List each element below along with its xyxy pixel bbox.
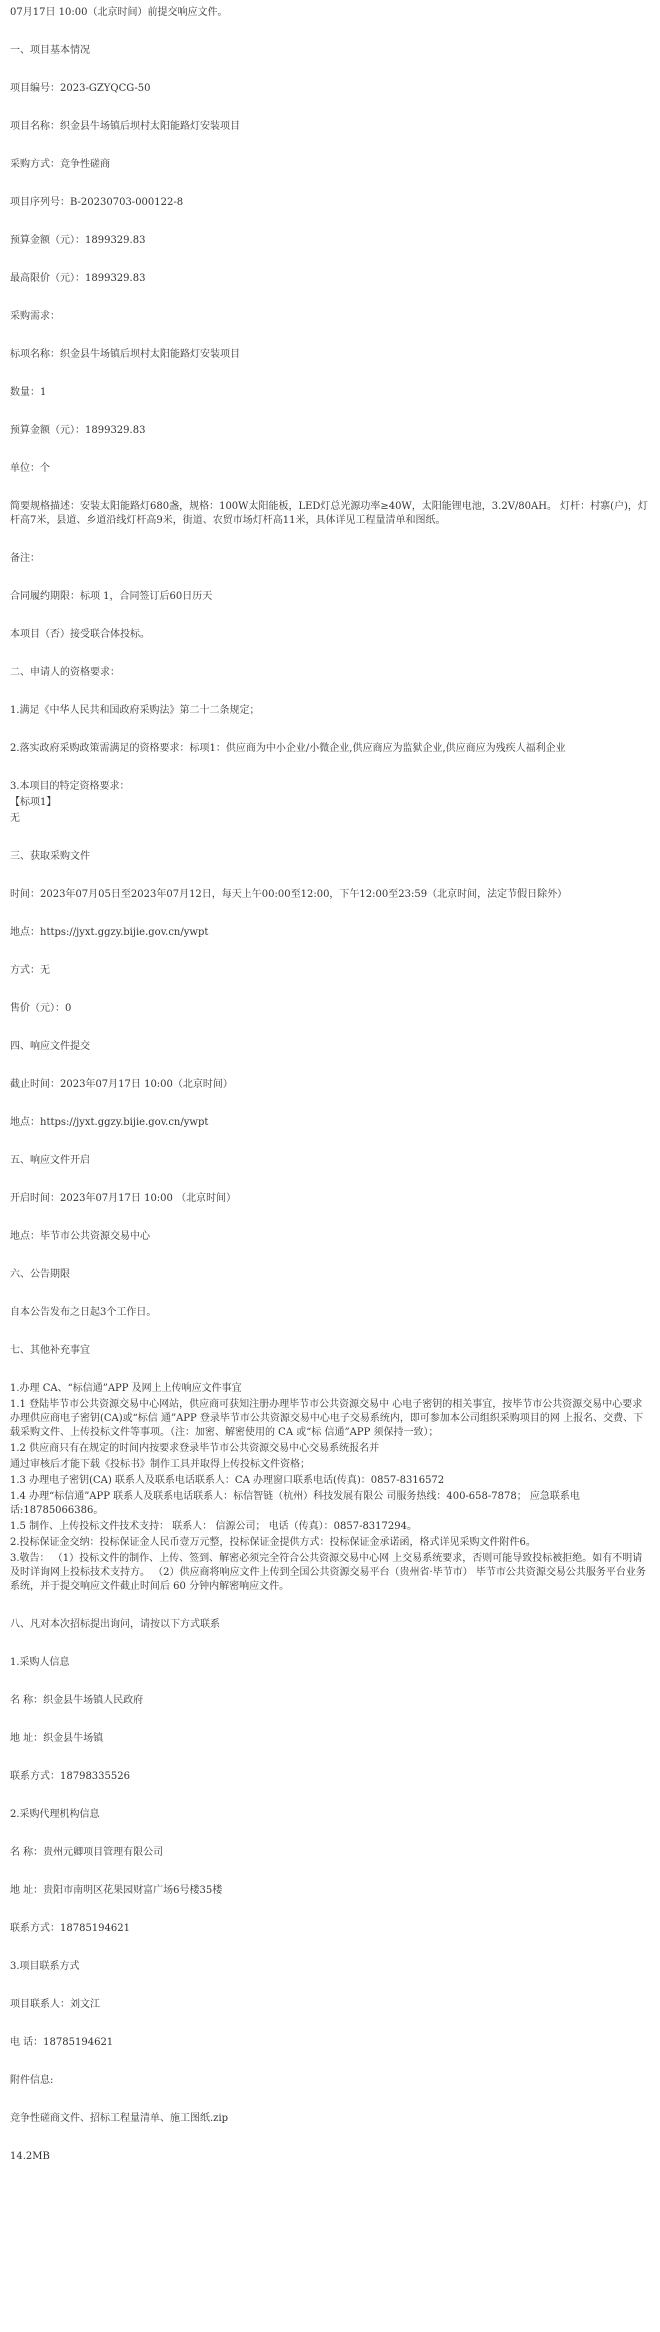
section-heading-qualifications: 二、申请人的资格要求： [10, 667, 120, 678]
section-heading-supplementary: 七、其他补充事宜 [10, 1345, 90, 1356]
attachment-label: 附件信息: [10, 2075, 54, 2086]
document-price: 售价（元）：0 [10, 1003, 72, 1014]
budget-amount: 预算金额（元）：1899329.83 [10, 235, 146, 246]
section-heading-obtain-documents: 三、获取采购文件 [10, 851, 90, 862]
purchaser-address: 地 址：织金县牛场镇 [10, 1733, 104, 1744]
contract-period: 合同履约期限：标项 1，合同签订后60日历天 [10, 591, 213, 602]
lot-name: 标项名称：织金县牛场镇后坝村太阳能路灯安装项目 [10, 349, 240, 360]
agency-address: 地 址：贵阳市南明区花果园财富广场6号楼35楼 [10, 1885, 223, 1896]
brief-specification: 简要规格描述：安装太阳能路灯680盏，规格：100W太阳能板，LED灯总光源功率≥40W，太阳能锂电池，3.2V/80AH。 灯杆：村寨(户)，灯杆高7米，县道、乡道沿线灯杆高9米，街道、农贸市场灯杆高11米，具体详见工程量清单和图纸。 [10, 501, 648, 526]
supplement-1-2a: 1.2 供应商只有在规定的时间内按要求登录毕节市公共资源交易中心交易系统报名并 [10, 1443, 380, 1454]
obtain-place: 地点：https://jyxt.ggzy.bijie.gov.cn/ywpt [10, 927, 209, 938]
submission-place: 地点：https://jyxt.ggzy.bijie.gov.cn/ywpt [10, 1117, 209, 1128]
agency-name: 名 称：贵州元卿项目管理有限公司 [10, 1847, 164, 1858]
supplement-1: 1.办理 CA、“标信通”APP 及网上上传响应文件事宜 [10, 1383, 242, 1394]
supplement-1-3: 1.3 办理电子密钥(CA) 联系人及联系电话联系人：CA 办理窗口联系电话(传真)：0857-8316572 [10, 1475, 445, 1486]
project-name: 项目名称：织金县牛场镇后坝村太阳能路灯安装项目 [10, 121, 240, 132]
opening-time: 开启时间：2023年07月17日 10:00 （北京时间） [10, 1193, 237, 1204]
supplement-3: 3.敬告： （1）投标文件的制作、上传、签到、解密必须完全符合公共资源交易中心网 上交易系统要求，否则可能导致投标被拒绝。如有不明请及时详询网上投标技术支持方。 （2）供应商将响应文件上传到全国公共资源交易平台（贵州省·毕节市） 毕节市公共资源交易公共服务平台业务系统，并于提交响应文件截止时间后 60 分钟内解密响应文件。 [10, 1553, 646, 1592]
submission-deadline: 截止时间：2023年07月17日 10:00（北京时间） [10, 1079, 233, 1090]
attachment-file-size: 14.2MB [10, 2151, 50, 2162]
obtain-time: 时间：2023年07月05日至2023年07月12日，每天上午00:00至12:00，下午12:00至23:59（北京时间，法定节假日除外） [10, 889, 568, 900]
qualification-3: 3.本项目的特定资格要求： [10, 781, 130, 792]
purchaser-name: 名 称：织金县牛场镇人民政府 [10, 1695, 144, 1706]
project-contact-person: 项目联系人：刘文江 [10, 1999, 100, 2010]
procurement-method: 采购方式：竞争性磋商 [10, 159, 110, 170]
section-heading-opening: 五、响应文件开启 [10, 1155, 90, 1166]
supplement-1-2b: 通过审核后才能下载《投标书》制作工具并取得上传投标文件资格； [10, 1459, 310, 1470]
supplement-2: 2.投标保证金交纳：投标保证金人民币壹万元整，投标保证金提供方式：投标保证金承诺函，格式详见采购文件附件6。 [10, 1537, 536, 1548]
qualification-2: 2.落实政府采购政策需满足的资格要求：标项1：供应商为中小企业/小微企业,供应商应为监狱企业,供应商应为残疾人福利企业 [10, 743, 566, 754]
qualification-3-lot: 【标项1】 [10, 797, 57, 808]
purchaser-phone: 联系方式：18798335526 [10, 1771, 130, 1782]
supplement-1-4: 1.4 办理“标信通”APP 联系人及联系电话联系人：标信智链（杭州）科技发展有限公 司服务热线：400-658-7878； 应急联系电话:18785066386。 [10, 1491, 580, 1516]
section-heading-contact: 八、凡对本次招标提出询问，请按以下方式联系 [10, 1619, 220, 1630]
procurement-demand: 采购需求： [10, 311, 60, 322]
supplement-1-5: 1.5 制作、上传投标文件技术支持： 联系人： 信源公司； 电话（传真）：0857-8317294。 [10, 1521, 417, 1532]
agency-phone: 联系方式：18785194621 [10, 1923, 130, 1934]
attachment-file-link[interactable]: 竞争性磋商文件、招标工程量清单、施工图纸.zip [10, 2113, 229, 2124]
qualification-3-none: 无 [10, 813, 20, 824]
opening-place: 地点：毕节市公共资源交易中心 [10, 1231, 150, 1242]
section-heading-submission: 四、响应文件提交 [10, 1041, 90, 1052]
intro-text: 07月17日 10:00（北京时间）前提交响应文件。 [10, 7, 228, 18]
project-contact-phone: 电 话：18785194621 [10, 2037, 114, 2048]
quantity: 数量：1 [10, 387, 47, 398]
qualification-1: 1.满足《中华人民共和国政府采购法》第二十二条规定； [10, 705, 260, 716]
project-serial-number: 项目序列号：B-20230703-000122-8 [10, 197, 184, 208]
project-number: 项目编号：2023-GZYQCG-50 [10, 83, 151, 94]
purchaser-heading: 1.采购人信息 [10, 1657, 70, 1668]
agency-heading: 2.采购代理机构信息 [10, 1809, 100, 1820]
obtain-method: 方式：无 [10, 965, 50, 976]
maximum-price: 最高限价（元）：1899329.83 [10, 273, 146, 284]
announcement-period: 自本公告发布之日起3个工作日。 [10, 1307, 157, 1318]
supplement-1-1: 1.1 登陆毕节市公共资源交易中心网站，供应商可获知注册办理毕节市公共资源交易中 心电子密钥的相关事宜，按毕节市公共资源交易中心要求办理供应商电子密钥(CA)或“标信 通”APP 登录毕节市公共资源交易中心电子交易系统内，即可参加本公司组织采购项目的网 上报名、交费、下载采购文件、上传投标文件等事项。（注：加密、解密使用的 CA 或“标 信通”APP 须保持一致）； [10, 1399, 644, 1438]
section-heading-basic-info: 一、项目基本情况 [10, 45, 90, 56]
remark: 备注： [10, 553, 40, 564]
lot-budget: 预算金额（元）：1899329.83 [10, 425, 146, 436]
unit: 单位：个 [10, 463, 50, 474]
consortium-note: 本项目（否）接受联合体投标。 [10, 629, 150, 640]
section-heading-announcement-period: 六、公告期限 [10, 1269, 70, 1280]
project-contact-heading: 3.项目联系方式 [10, 1961, 80, 1972]
